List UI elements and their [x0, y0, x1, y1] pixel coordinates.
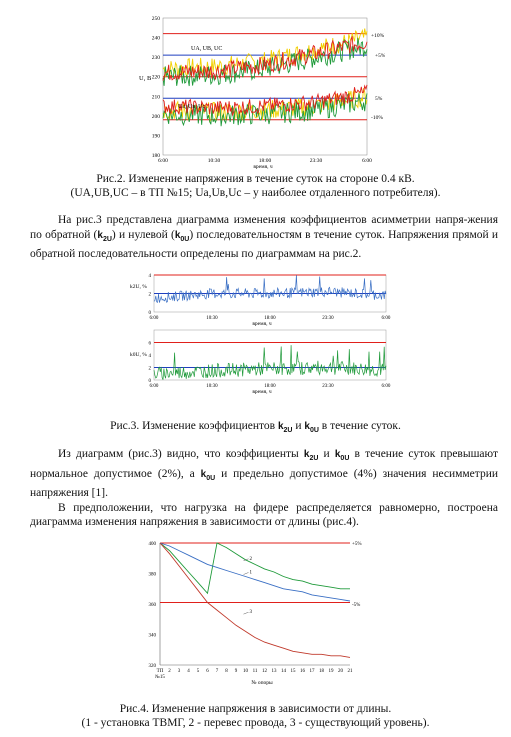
fig4-xtick-label: 18: [319, 669, 324, 674]
fig3-bottom-ytick-label: 2: [148, 366, 151, 372]
fig4-xtick-label: ТП: [156, 669, 164, 674]
fig4-xtick-label: 4: [187, 669, 190, 674]
fig3-top-xlabel: время, ч: [252, 321, 272, 327]
fig4-xtick-label: 2: [168, 669, 171, 674]
fig3-bottom-xtick-label: 6:00: [149, 384, 159, 389]
fig3-top-xtick-label: 18:00: [264, 316, 276, 321]
fig4-ytick-label: 320: [148, 664, 156, 669]
fig4-curve-label: 1: [249, 570, 252, 576]
fig4-label-leader: [244, 612, 249, 614]
fig4-xtick-label: 21: [347, 669, 353, 674]
fig2-ylabel: U, В: [139, 75, 152, 82]
fig2-pct-mid: +5%: [375, 53, 385, 59]
fig2-ytick-label: 230: [151, 55, 160, 62]
fig2-caption-line1: Рис.2. Изменение напряжения в течение суток на стороне 0.4 кВ.: [96, 173, 415, 185]
fig2-xtick-label: 23:30: [309, 158, 323, 164]
fig2-xtick-label: 6:00: [362, 158, 372, 164]
fig3-caption: Рис.3. Изменение коэффициентов $k_{2U}$ и $k_{0U}$ в течение суток.: [110, 420, 401, 434]
fig4-xtick-label: 12: [262, 669, 267, 674]
fig3-bottom-ytick-label: 6: [148, 341, 151, 347]
fig3-top-series-line: [154, 275, 386, 302]
fig4-xtick-label: 17: [309, 669, 315, 674]
k2u-symbol: $k_{2U}$: [97, 229, 112, 243]
fig4-curve-label: 3: [249, 610, 252, 616]
fig2-ytick-label: 190: [151, 133, 160, 140]
fig3-bottom-ytick-label: 0: [148, 379, 151, 384]
fig4-xtick-label: 15: [290, 669, 296, 674]
fig4-xtick-label: 8: [225, 669, 228, 674]
fig3-top-ytick-label: 2: [148, 292, 151, 298]
fig2-pct-low1: 5%: [375, 96, 383, 102]
fig2-ytick-label: 200: [151, 113, 160, 120]
fig4-ytick-label: 380: [148, 572, 156, 578]
fig4-xtick-label: 20: [338, 669, 343, 674]
fig2-ytick-label: 250: [151, 16, 160, 22]
fig3-top-ylabel: k2U, %: [130, 284, 147, 290]
fig2-caption-line2: (UA,UB,UC – в ТП №15; Ua,Uв,Uc – у наиболее отдаленного потребителя).: [70, 187, 441, 199]
fig4-xlabel: № опоры: [251, 680, 273, 686]
fig4-caption-line2: (1 - установка ТВМГ, 2 - перевес провода, 3 - существующий уровень).: [81, 717, 430, 729]
fig4-xtick-label: №15: [155, 675, 165, 680]
fig3-bottom-xtick-label: 6:00: [381, 384, 391, 389]
fig2-ytick-label: 240: [151, 35, 160, 42]
paragraph-2: Из диаграмм (рис.3) видно, что коэффициенты $k_{2U}$ и $k_{0U}$ в течение суток превышают нормальное допустимое (2%), а $k_{0U}$ и предельно допустимое (4%) значения несимметрии напряжения [1]. В предположении, что нагрузка на фидере распределяется равномерно, построена диаграмма изменения напряжения в зависимости от длины (рис.4).: [30, 448, 499, 528]
fig3-top-xtick-label: 10:30: [206, 316, 218, 321]
fig2-pct-low2: -10%: [371, 115, 383, 121]
fig4-chart: [140, 535, 372, 690]
fig2-xtick-label: 18:00: [258, 158, 272, 164]
paragraph-3: В предположении, что нагрузка на фидере распределяется равномерно, построена диаграмма изменения напряжения в зависимости от длины (рис.4).: [30, 501, 498, 528]
fig3-bottom-ytick-label: 4: [148, 354, 151, 359]
fig4-xtick-label: 13: [271, 669, 277, 674]
fig4-xtick-label: 10: [243, 669, 248, 674]
fig4-label-leader: [244, 573, 249, 575]
fig2-chart: [135, 8, 385, 170]
fig4-xtick-label: 14: [281, 669, 286, 674]
fig3-top-ytick-label: 0: [148, 311, 151, 316]
fig3-bottom-xlabel: время, ч: [252, 389, 272, 395]
fig2-xlabel: время, ч: [253, 164, 273, 170]
fig3-bottom-ylabel: k0U, %: [130, 352, 147, 358]
fig3-bottom-series-line: [154, 345, 386, 380]
fig3-bottom-xtick-label: 10:30: [206, 384, 218, 389]
fig4-xtick-label: 6: [206, 669, 209, 674]
fig2-label-upper: UA, UB, UC: [191, 46, 223, 52]
fig4-xtick-label: 3: [177, 669, 181, 674]
paragraph-1: На рис.3 представлена диаграмма изменения коэффициентов асимметрии напря-жения по обратной $(k_{2U})$ и нулевой $(k_{0U})$ последовательностям в течение суток. Напряжения прямой и обратной последовательности определены по диаграммам на рис.2.: [30, 214, 498, 260]
fig2-ytick-label: 180: [151, 153, 160, 159]
fig2-plot-frame: [163, 18, 367, 155]
fig4-xtick-label: 9: [234, 669, 238, 674]
fig3-top-xtick-label: 6:00: [381, 316, 391, 321]
fig4-series-1-line: [160, 543, 350, 593]
fig4-series-3-line: [160, 543, 350, 657]
fig4-xtick-label: 7: [215, 669, 219, 674]
fig4-xtick-label: 11: [252, 669, 258, 674]
fig3-top-ytick-label: 4: [148, 274, 151, 279]
fig3-bottom-xtick-label: 18:00: [264, 384, 276, 389]
fig2-ytick-label: 220: [151, 74, 160, 81]
fig4-ytick-label: 400: [148, 542, 156, 547]
fig4-ytick-label: 360: [148, 603, 156, 608]
fig4-curve-label: 2: [249, 556, 252, 562]
fig3-bottom-frame: [154, 330, 386, 380]
fig4-ytick-label: 340: [148, 633, 156, 639]
fig3-top-xtick-label: 23:30: [322, 316, 334, 321]
k0u-symbol: $k_{0U}$: [174, 229, 190, 243]
fig4-xtick-label: 19: [328, 669, 334, 674]
fig2-pct-top: +10%: [371, 33, 385, 39]
fig3-bottom-xtick-label: 23:30: [322, 384, 334, 389]
fig4-caption-line1: Рис.4. Изменение напряжения в зависимости от длины.: [119, 703, 392, 715]
fig4-pct-plus: +5%: [352, 542, 362, 547]
fig2-xtick-label: 6:00: [158, 158, 168, 164]
fig2-xtick-label: 10:30: [207, 158, 221, 164]
fig3-top-xtick-label: 6:00: [149, 316, 159, 321]
fig4-xtick-label: 16: [300, 669, 305, 674]
fig4-pct-minus: -5%: [352, 603, 361, 608]
fig2-ytick-label: 210: [151, 94, 160, 101]
fig2-label-lower: Ua, Uв, Uc: [178, 104, 206, 110]
fig4-xtick-label: 5: [196, 669, 200, 674]
fig3-chart: [128, 268, 396, 396]
